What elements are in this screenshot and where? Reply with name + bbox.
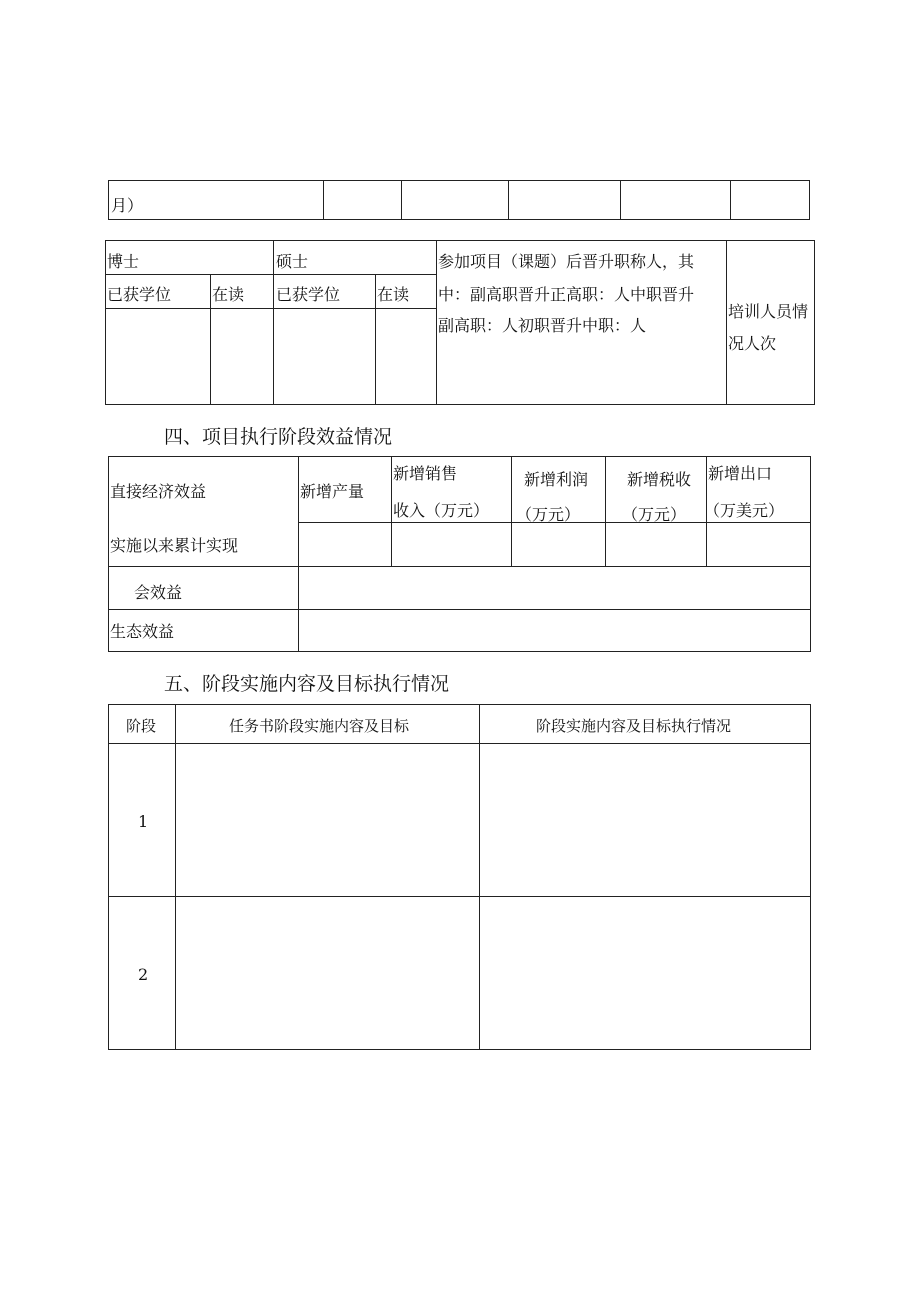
new-output-header: 新增产量 — [300, 482, 365, 501]
top-table-divider — [401, 180, 402, 220]
stage-column-header: 阶段 — [126, 717, 157, 735]
benefit-divider — [391, 456, 392, 566]
benefit-divider — [511, 456, 512, 566]
personnel-divider — [375, 274, 376, 405]
top-table-row-label: 月） — [111, 196, 144, 215]
stage-divider — [108, 743, 811, 744]
section4-title: 四、项目执行阶段效益情况 — [164, 426, 393, 448]
top-table — [108, 180, 810, 220]
new-export-header: （万美元） — [704, 501, 785, 520]
top-table-divider — [323, 180, 324, 220]
benefit-divider — [605, 456, 606, 566]
top-table-divider — [730, 180, 731, 220]
stage-number: 2 — [138, 965, 149, 984]
personnel-divider — [726, 240, 727, 405]
personnel-divider — [436, 240, 437, 405]
direct-economic-label: 直接经济效益 — [110, 482, 207, 501]
stage-table — [108, 704, 811, 1050]
personnel-divider — [273, 240, 274, 405]
execution-column-header: 阶段实施内容及目标执行情况 — [536, 717, 732, 735]
benefit-divider — [108, 566, 811, 567]
master-studying: 在读 — [377, 285, 410, 304]
task-column-header: 任务书阶段实施内容及目标 — [229, 717, 410, 735]
new-sales-header: 新增销售 — [393, 464, 458, 483]
stage-divider — [479, 704, 480, 1050]
stage-divider — [175, 704, 176, 1050]
master-header: 硕士 — [276, 252, 309, 271]
new-profit-header: 新增利润 — [524, 470, 589, 489]
master-degree-obtained: 已获学位 — [276, 285, 341, 304]
doctor-studying: 在读 — [212, 285, 245, 304]
social-benefit-label: 会效益 — [134, 583, 183, 602]
new-export-header: 新增出口 — [708, 464, 773, 483]
ecological-benefit-label: 生态效益 — [110, 622, 175, 641]
doctor-degree-obtained: 已获学位 — [107, 285, 172, 304]
personnel-divider — [105, 274, 436, 275]
benefit-divider — [298, 456, 299, 652]
training-label: 况人次 — [728, 334, 777, 353]
personnel-divider — [105, 308, 436, 309]
benefit-divider — [108, 609, 811, 610]
cumulative-label: 实施以来累计实现 — [110, 536, 239, 555]
stage-number: 1 — [138, 812, 149, 831]
top-table-divider — [508, 180, 509, 220]
new-profit-header: （万元） — [516, 505, 581, 524]
promotion-text: 参加项目（课题）后晋升职称人，其 — [438, 252, 695, 271]
doctor-header: 博士 — [107, 252, 140, 271]
training-label: 培训人员情 — [728, 302, 809, 321]
new-tax-header: 新增税收 — [627, 470, 692, 489]
section5-title: 五、阶段实施内容及目标执行情况 — [164, 673, 450, 695]
promotion-text: 中：副高职晋升正高职：人中职晋升 — [438, 285, 695, 304]
stage-divider — [108, 896, 811, 897]
top-table-divider — [620, 180, 621, 220]
personnel-divider — [210, 274, 211, 405]
promotion-text: 副高职：人初职晋升中职：人 — [438, 316, 647, 335]
new-tax-header: （万元） — [622, 505, 687, 524]
new-sales-header: 收入（万元） — [393, 501, 490, 520]
